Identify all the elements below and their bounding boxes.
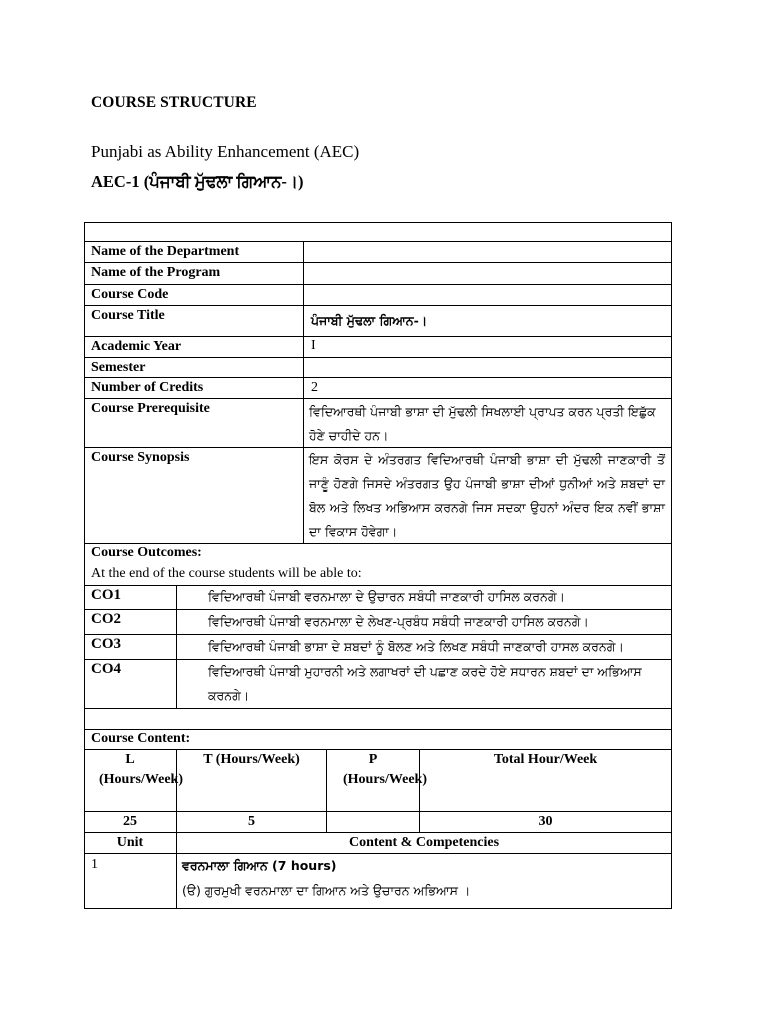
course-title-label: Course Title (91, 308, 165, 323)
l-hours-header: L (Hours/Week) (99, 752, 183, 787)
outcomes-intro: At the end of the course students will be able to: (91, 566, 362, 581)
outcome-code: CO4 (91, 661, 121, 677)
academic-year-value: I (311, 338, 316, 353)
outcome-code: CO1 (91, 587, 121, 603)
outcomes-title: Course Outcomes: (91, 545, 202, 560)
competencies-header: Content & Competencies (348, 835, 500, 850)
unit-item: (ੳ) ਗੁਰਮੁਖੀ ਵਰਨਮਾਲਾ ਦਾ ਗਿਆਨ ਅਤੇ ਉਚਾਰਨ ਅਭਿਆਸ । (182, 883, 471, 898)
course-name: AEC-1 (ਪੰਜਾਬੀ ਮੁੱਢਲਾ ਗਿਆਨ-।) (91, 172, 304, 191)
outcome-text: ਵਿਦਿਆਰਥੀ ਪੰਜਾਬੀ ਭਾਸ਼ਾ ਦੇ ਸ਼ਬਦਾਂ ਨੂੰ ਬੋਲਣ ਅਤੇ ਲਿਖਣ ਸਬੰਧੀ ਜਾਣਕਾਰੀ ਹਾਸਲ ਕਰਨਗੇ। (208, 639, 624, 654)
outcome-code: CO2 (91, 611, 121, 627)
department-label: Name of the Department (91, 244, 240, 259)
l-hours-value: 25 (123, 814, 137, 829)
synopsis-value: ਇਸ ਕੋਰਸ ਦੇ ਅੰਤਰਗਤ ਵਿਦਿਆਰਥੀ ਪੰਜਾਬੀ ਭਾਸ਼ਾ ਦੀ ਮੁੱਢਲੀ ਜਾਣਕਾਰੀ ਤੋਂ ਜਾਣੂੰ ਹੋਣਗੇ ਜਿਸਦੇ ਅੰਤਰਗਤ ਉਹ ਪੰਜਾਬੀ ਭਾਸ਼ਾ ਦੀਆਂ ਧੁਨੀਆਂ ਅਤੇ ਸ਼ਬਦਾਂ ਦਾ ਬੋਲ ਅਤੇ ਲਿਖਤ ਅਭਿਆਸ ਕਰਨਗੇ ਜਿਸ ਸਦਕਾ ਉਹਨਾਂ ਅੰਦਰ ਇਕ ਨਵੀਂ ਭਾਸ਼ਾ ਦਾ ਵਿਕਾਸ ਹੋਵੇਗਾ। (309, 452, 665, 539)
t-hours-value: 5 (248, 814, 255, 829)
outcome-text: ਵਿਦਿਆਰਥੀ ਪੰਜਾਬੀ ਵਰਨਮਾਲਾ ਦੇ ਲੇਖਣ-ਪ੍ਰਬੰਧ ਸਬੰਧੀ ਜਾਣਕਾਰੀ ਹਾਸਿਲ ਕਰਨਗੇ। (208, 614, 589, 629)
outcome-code: CO3 (91, 636, 121, 652)
content-title: Course Content: (91, 731, 191, 746)
total-hours-header: Total Hour/Week (493, 752, 598, 767)
prerequisite-label: Course Prerequisite (91, 401, 210, 416)
outcome-text: ਵਿਦਿਆਰਥੀ ਪੰਜਾਬੀ ਮੁਹਾਰਨੀ ਅਤੇ ਲਗਾਖਰਾਂ ਦੀ ਪਛਾਣ ਕਰਦੇ ਹੋਏ ਸਧਾਰਨ ਸ਼ਬਦਾਂ ਦਾ ਅਭਿਆਸ ਕਰਨਗੇ। (208, 664, 642, 703)
credits-label: Number of Credits (91, 380, 204, 395)
prerequisite-value: ਵਿਦਿਆਰਥੀ ਪੰਜਾਬੀ ਭਾਸ਼ਾ ਦੀ ਮੁੱਢਲੀ ਸਿਖਲਾਈ ਪ੍ਰਾਪਤ ਕਰਨ ਪ੍ਰਤੀ ਇਛੁੱਕ ਹੋਣੇ ਚਾਹੀਦੇ ਹਨ। (309, 404, 656, 443)
document-heading: COURSE STRUCTURE (91, 94, 257, 111)
program-label: Name of the Program (91, 265, 221, 280)
unit-header: Unit (116, 835, 144, 850)
unit-title: ਵਰਨਮਾਲਾ ਗਿਆਨ (7 hours) (182, 858, 337, 873)
total-hours-value: 30 (538, 814, 553, 829)
course-title-value: ਪੰਜਾਬੀ ਮੁੱਢਲਾ ਗਿਆਨ-। (311, 313, 428, 328)
outcome-text: ਵਿਦਿਆਰਥੀ ਪੰਜਾਬੀ ਵਰਨਮਾਲਾ ਦੇ ਉਚਾਰਨ ਸਬੰਧੀ ਜਾਣਕਾਰੀ ਹਾਸਿਲ ਕਰਨਗੇ। (208, 589, 565, 604)
course-code-label: Course Code (91, 287, 169, 302)
credits-value: 2 (311, 380, 318, 395)
p-hours-header: P (Hours/Week) (343, 752, 427, 787)
t-hours-header: T (Hours/Week) (203, 752, 300, 767)
semester-label: Semester (91, 360, 146, 375)
unit-number: 1 (91, 857, 98, 872)
synopsis-label: Course Synopsis (91, 450, 190, 465)
academic-year-label: Academic Year (91, 339, 182, 354)
document-subtitle: Punjabi as Ability Enhancement (AEC) (91, 142, 360, 161)
